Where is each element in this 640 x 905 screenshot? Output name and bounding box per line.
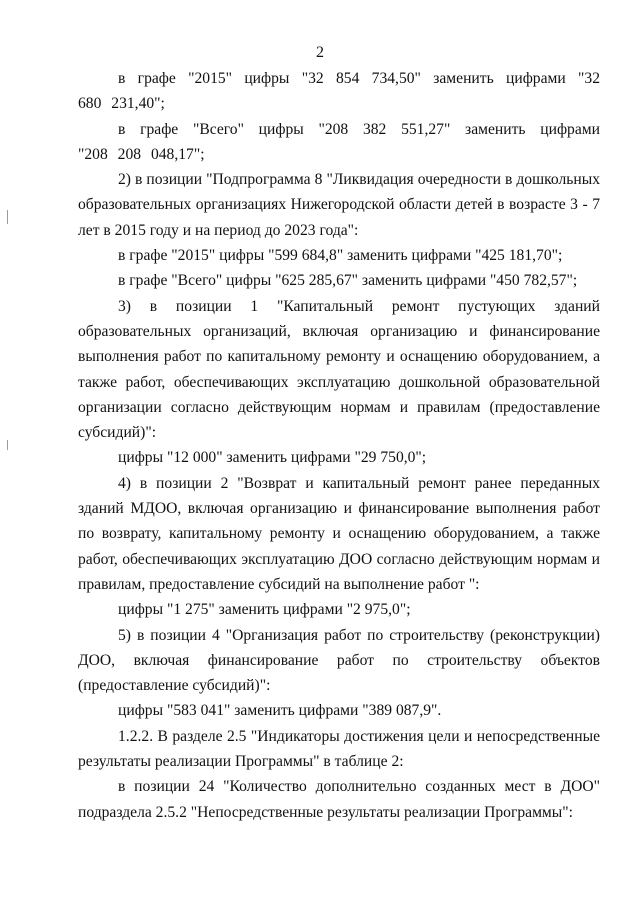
scan-artifact (7, 440, 8, 450)
paragraph-position-1-values: цифры "12 000" заменить цифрами "29 750,0"; (118, 449, 427, 467)
scan-artifact (7, 210, 8, 224)
paragraph-section-1-2-2: 1.2.2. В разделе 2.5 "Индикаторы достижения цели и непосредственные результаты реализации Программы" в таблице 2: (78, 727, 600, 771)
paragraph-graph-total: в графе "Всего" цифры "208 382 551,27" заменить цифрами "208 208 048,17"; (78, 120, 600, 163)
paragraph-position-2: 4) в позиции 2 "Возврат и капитальный ремонт ранее переданных зданий МДОО, включая организацию и финансирование выполнения работ по возврату, капитальному ремонту и оснащению оборудованием, а также работ, обеспечивающих эксплуатацию ДОО согласно действующим нормам и правилам, предоставление субсидий на выполнение работ ": (78, 474, 600, 593)
paragraph-position-4: 5) в позиции 4 "Организация работ по строительству (реконструкции) ДОО, включая финансирование работ по строительству объектов (предоставление субсидий)": (78, 626, 600, 695)
page-number: 2 (316, 44, 324, 61)
paragraph-position-24: в позиции 24 "Количество дополнительно созданных мест в ДОО" подраздела 2.5.2 "Непосредственные результаты реализации Программы": (78, 778, 600, 821)
paragraph-graph-2015: в графе "2015" цифры "32 854 734,50" заменить цифрами "32 680 231,40"; (78, 70, 600, 113)
paragraph-subprogram-8-total: в графе "Всего" цифры "625 285,67" заменить цифрами "450 782,57"; (118, 272, 578, 290)
paragraph-position-1: 3) в позиции 1 "Капитальный ремонт пустующих зданий образовательных организаций, включая организацию и финансирование выполнения работ по капитальному ремонту и оснащению оборудованием, а также работ, обеспечивающих эксплуатацию дошкольной образовательной организации согласно действующим нормам и правилам (предоставление субсидий)": (78, 297, 600, 442)
paragraph-position-2-values: цифры "1 275" заменить цифрами "2 975,0"; (118, 601, 411, 619)
paragraph-subprogram-8-2015: в графе "2015" цифры "599 684,8" заменить цифрами "425 181,70"; (118, 247, 563, 265)
document-body (78, 66, 600, 825)
paragraph-subprogram-8: 2) в позиции "Подпрограмма 8 "Ликвидация очередности в дошкольных образовательных организациях Нижегородской области детей в возрасте 3 - 7 лет в 2015 году и на период до 2023 года": (78, 171, 600, 239)
paragraph-position-4-values: цифры "583 041" заменить цифрами "389 087,9". (118, 702, 442, 720)
